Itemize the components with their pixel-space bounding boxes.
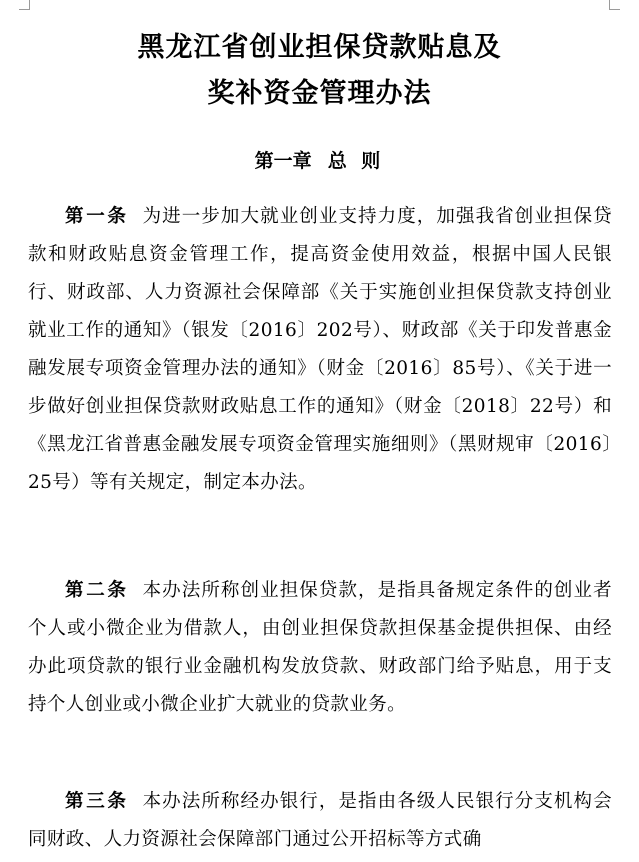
chapter-name: 总 则 (327, 150, 385, 172)
article-text: 为进一步加大就业创业支持力度，加强我省创业担保贷款和财政贴息资金管理工作，提高资金使用效益，根据中国人民银行、财政部、人力资源社会保障部《关于实施创业担保贷款支持创业就业工作的通知》（银发〔2016〕202号）、财政部《关于印发普惠金融发展专项资金管理办法的通知》（财金〔2016〕85号）、《关于进一步做好创业担保贷款财政贴息工作的通知》（财金〔2018〕22号）和《黑龙江省普惠金融发展专项资金管理实施细则》（黑财规审〔2016〕25号）等有关规定，制定本办法。 (28, 206, 612, 493)
article-text: 本办法所称创业担保贷款，是指具备规定条件的创业者个人或小微企业为借款人，由创业担保贷款担保基金提供担保、由经办此项贷款的银行业金融机构发放贷款、财政部门给予贴息，用于支持个人创业或小微企业扩大就业的贷款业务。 (28, 580, 612, 715)
document-title-line-1: 黑龙江省创业担保贷款贴息及 (137, 32, 502, 63)
document-title-line-2: 奖补资金管理办法 (207, 78, 432, 109)
article-label: 第一条 (65, 206, 129, 227)
chapter-number: 第一章 (254, 150, 312, 172)
article-paragraph (28, 198, 612, 502)
article-paragraph (28, 783, 612, 859)
article-paragraph (28, 572, 612, 724)
page-corner-mark-right (609, 0, 620, 10)
chapter-heading (0, 152, 639, 171)
page-corner-mark-left (19, 0, 30, 10)
article-text: 本办法所称经办银行，是指由各级人民银行分支机构会同财政、人力资源社会保障部门通过公开招标等方式确 (28, 791, 612, 850)
article-label: 第三条 (65, 791, 129, 812)
article-label: 第二条 (65, 580, 129, 601)
